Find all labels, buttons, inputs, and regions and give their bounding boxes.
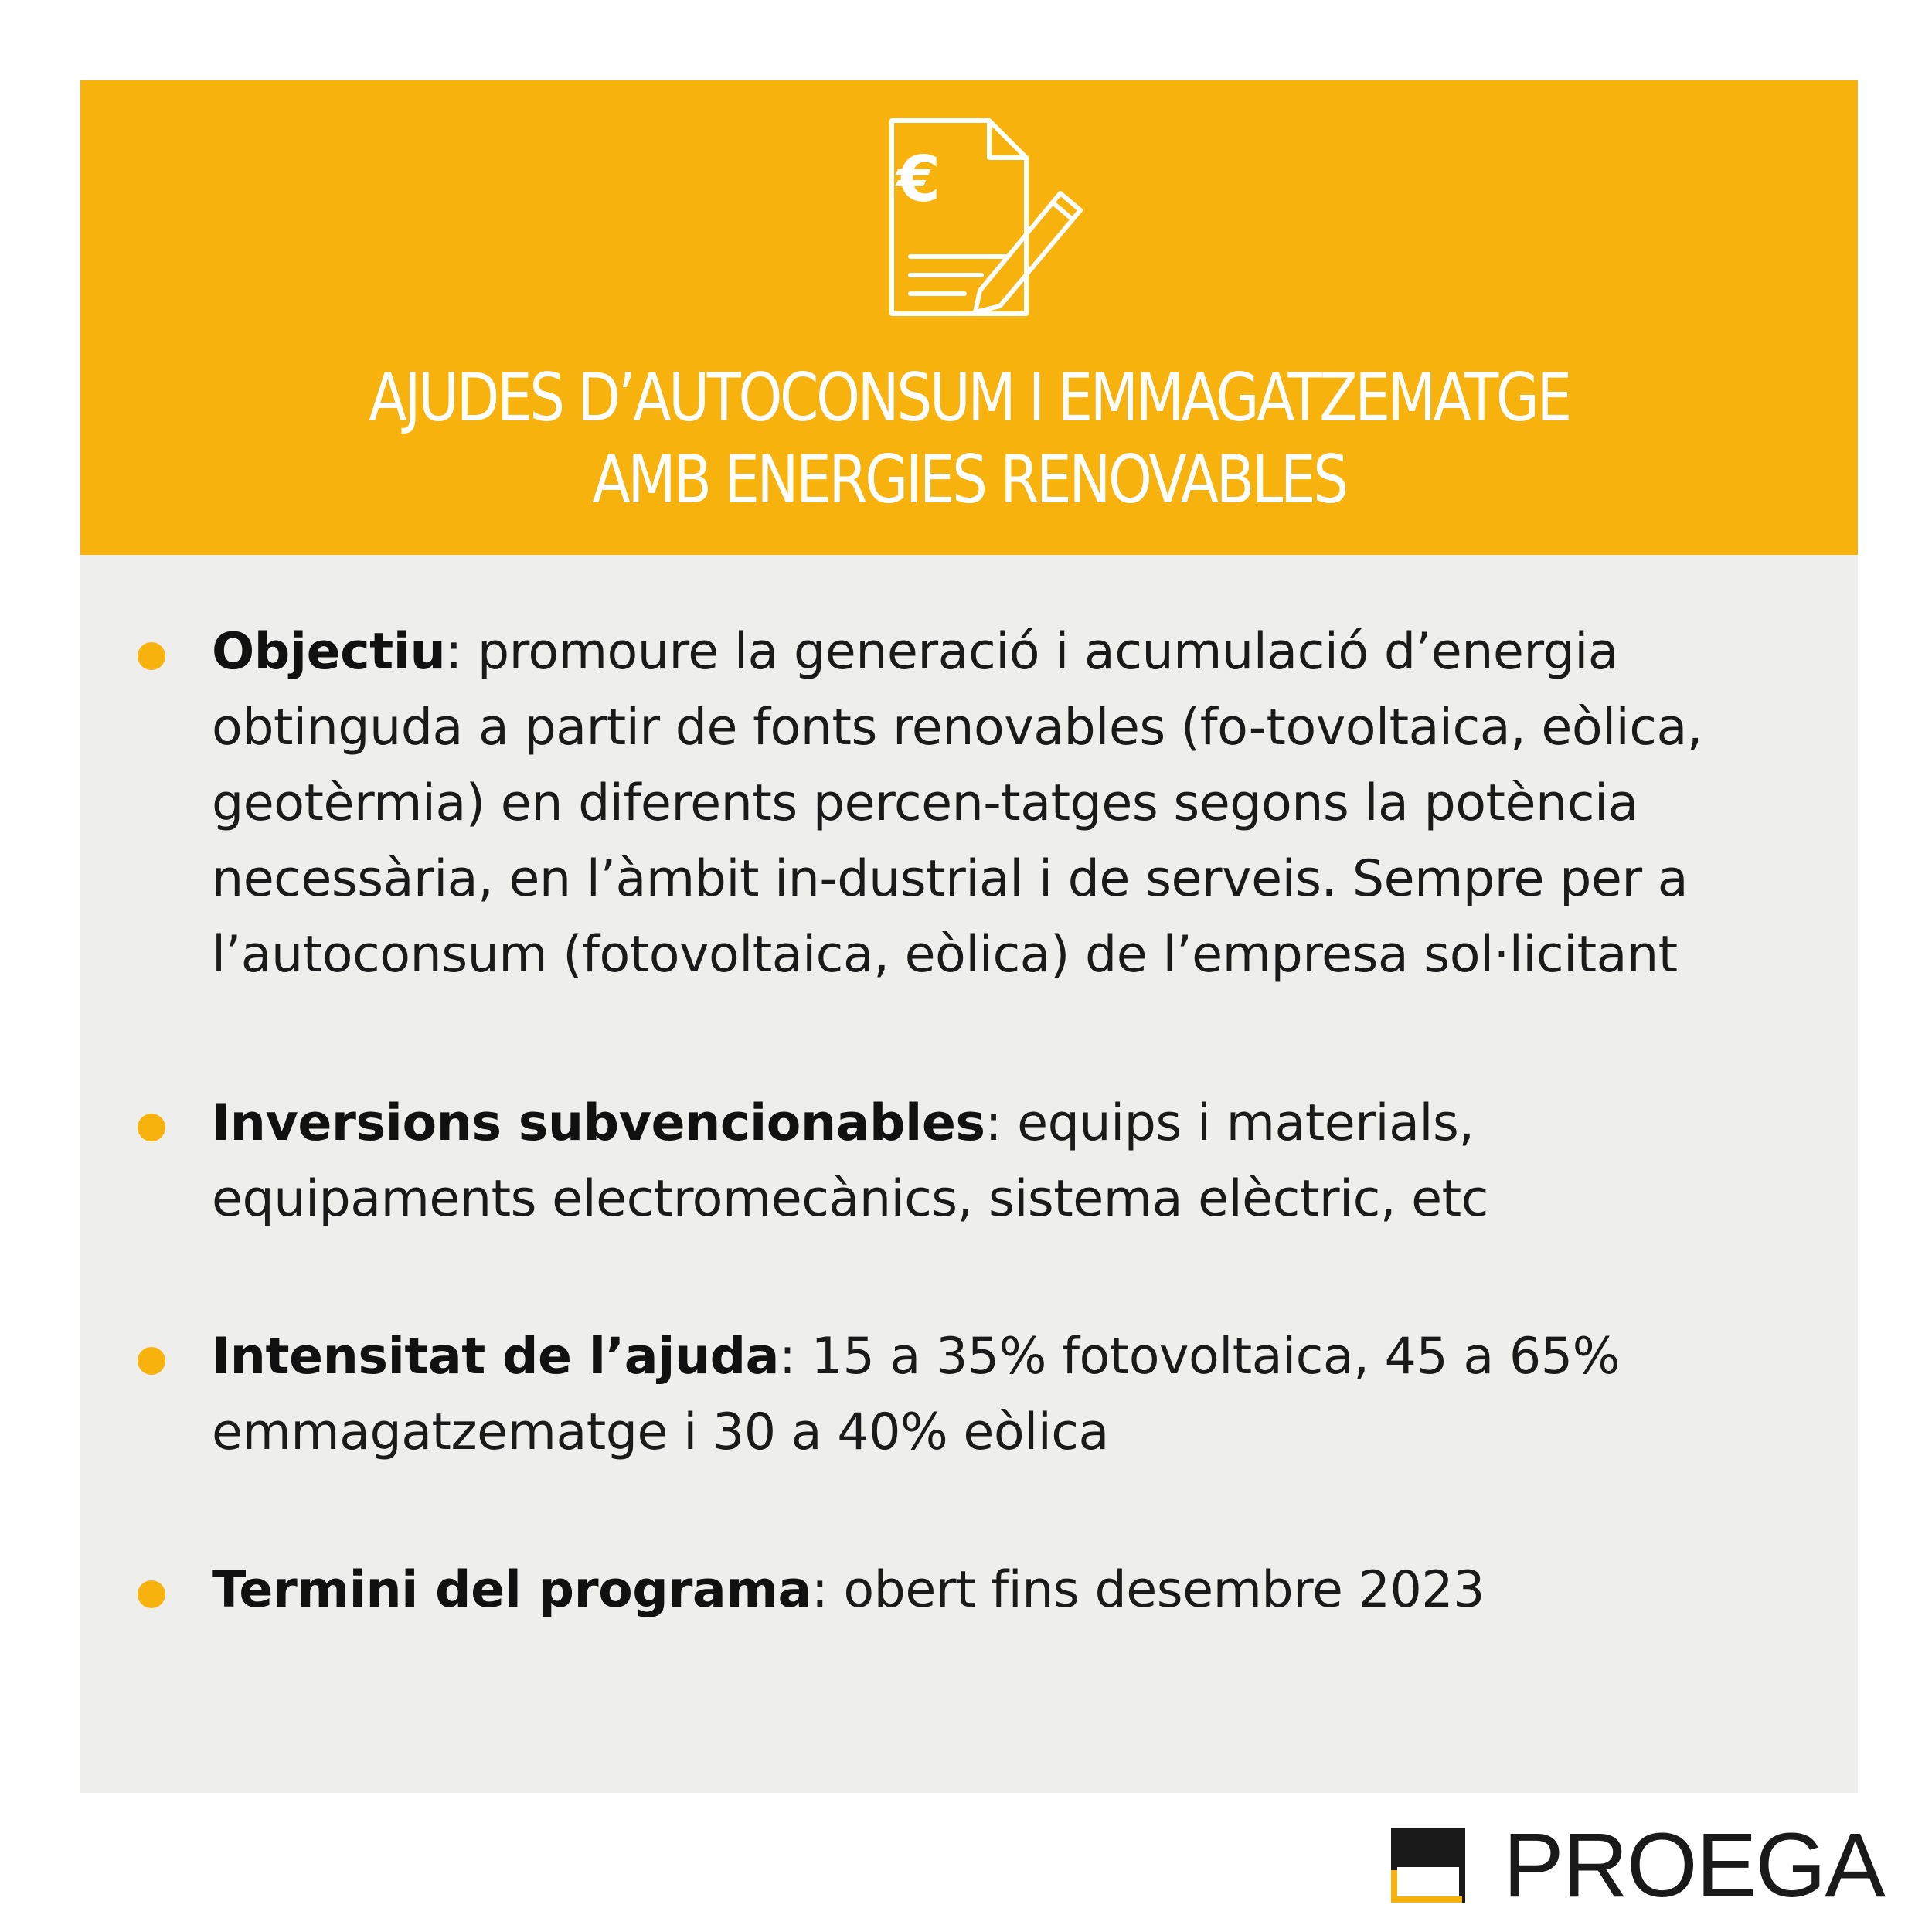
bullet-list — [131, 614, 1754, 1628]
bullet-dot-icon — [138, 1580, 165, 1608]
bullet-dot-icon — [138, 1347, 165, 1375]
list-item-intensitat — [131, 1319, 1754, 1471]
item-text: : equips i materials, equipaments electromecànics, sistema elèctric, etc — [212, 1094, 1488, 1228]
item-label: Inversions subvencionables — [212, 1094, 985, 1152]
svg-text:€: € — [896, 143, 941, 216]
bullet-dot-icon — [138, 1114, 165, 1141]
list-item-inversions — [131, 1086, 1754, 1237]
item-label: Intensitat de l’ajuda — [212, 1328, 780, 1386]
list-item-objectiu — [131, 614, 1754, 993]
proega-logo — [1391, 1815, 1884, 1917]
item-label: Termini del programa — [212, 1561, 811, 1619]
item-text: : 15 a 35% fotovoltaica, 45 a 65% emmagatzematge i 30 a 40% eòlica — [212, 1328, 1620, 1461]
page-title — [223, 357, 1716, 521]
euro-document-pencil-icon — [873, 114, 1097, 323]
page-title-line-1: AJUDES D’AUTOCONSUM I EMMAGATZEMATGE — [369, 359, 1570, 437]
item-text: : obert fins desembre 2023 — [811, 1561, 1485, 1619]
logo-text: PROEGA — [1503, 1815, 1884, 1917]
bullet-dot-icon — [138, 642, 165, 670]
item-label: Objectiu — [212, 623, 446, 681]
page-title-line-2: AMB ENERGIES RENOVABLES — [592, 441, 1346, 519]
list-item-termini — [131, 1553, 1754, 1628]
proega-logo-mark — [1391, 1828, 1465, 1903]
item-text: : promoure la generació i acumulació d’energia obtinguda a partir de fonts renovables (fo-tovoltaica, eòlica, geotèrmia) en diferents percen-tatges segons la potència necessària, en l’àmbit in-dustrial i de serveis. Sempre per a l’autoconsum (fotovoltaica, eòlica) de l’empresa sol·licitant — [212, 623, 1702, 984]
